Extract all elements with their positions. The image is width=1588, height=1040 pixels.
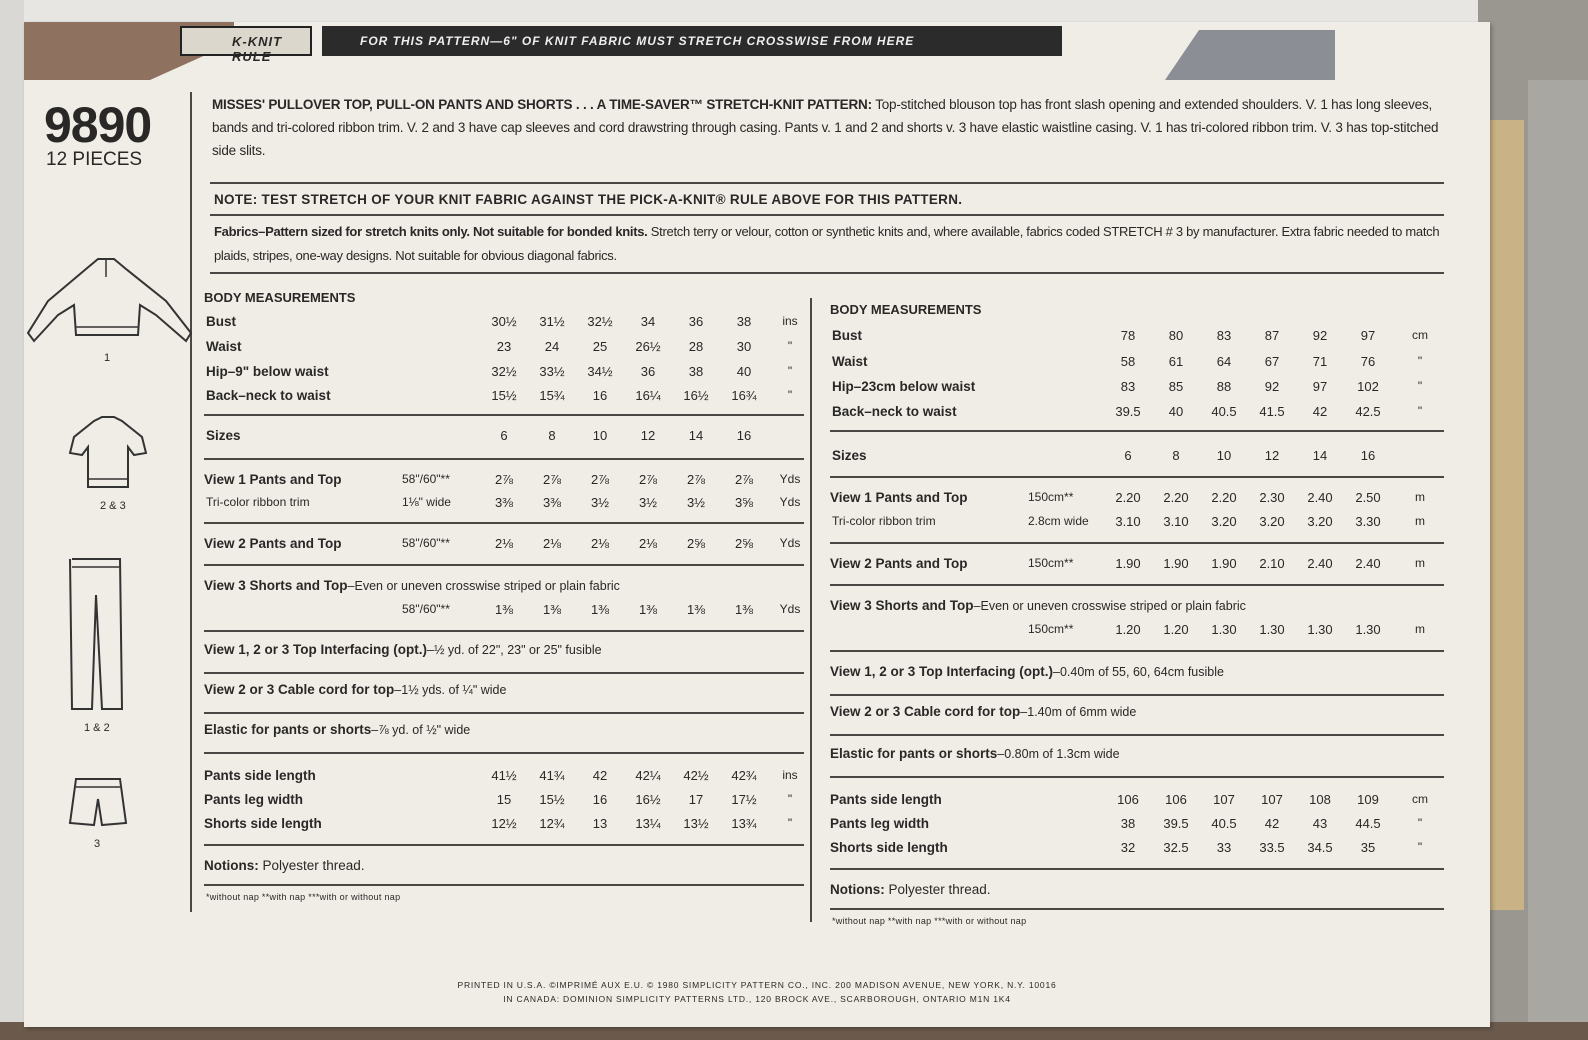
measurement-value: 40.5: [1211, 404, 1237, 419]
measurement-unit: ": [787, 339, 793, 353]
yardage-value: 1⅜: [686, 602, 706, 617]
cable-line: [830, 704, 1136, 719]
separator: [830, 650, 1444, 652]
sketch-caption-2-3: 2 & 3: [100, 500, 126, 512]
yardage-value: 2.20: [1211, 490, 1237, 505]
metric-panel: [830, 294, 1444, 954]
length-value: 17½: [731, 792, 757, 807]
measurement-value: 71: [1312, 354, 1328, 369]
yardage-value: 2⅛: [638, 536, 658, 551]
length-value: 33: [1216, 840, 1232, 855]
sketch-caption-1-2: 1 & 2: [84, 722, 110, 734]
measurement-value: 40: [1168, 404, 1184, 419]
measurement-value: 26½: [635, 339, 661, 354]
measurement-value: 38: [688, 364, 704, 379]
footnote: *without nap **with nap ***with or without nap: [206, 892, 401, 902]
length-unit: ins: [782, 768, 798, 782]
view3-line: [204, 578, 620, 593]
length-label: Pants side length: [204, 768, 316, 783]
measurement-value: 61: [1168, 354, 1184, 369]
left-border: [190, 92, 192, 912]
ribbon-value: 3.10: [1163, 514, 1189, 529]
divider: [210, 182, 1444, 184]
yardage-value: 1⅜: [734, 602, 754, 617]
separator: [830, 694, 1444, 696]
yardage-value: 1.30: [1259, 622, 1285, 637]
ribbon-value: 3⅜: [494, 495, 514, 510]
view1-fabric-width: 150cm**: [1028, 490, 1074, 504]
length-value: 15: [496, 792, 512, 807]
yardage-value: 1⅜: [494, 602, 514, 617]
ribbon-unit: m: [1415, 514, 1425, 528]
yardage-value: 2.10: [1259, 556, 1285, 571]
view3-fabric-width: 58"/60"**: [402, 602, 450, 616]
pattern-number: 9890: [44, 97, 152, 153]
size-value: 16: [736, 428, 752, 443]
separator: [204, 630, 804, 632]
measurement-value: 83: [1120, 379, 1136, 394]
yardage-value: 1⅜: [638, 602, 658, 617]
length-label: Pants side length: [830, 792, 942, 807]
size-value: 14: [688, 428, 704, 443]
measurement-value: 30: [736, 339, 752, 354]
length-value: 42: [592, 768, 608, 783]
divider: [210, 214, 1444, 216]
length-unit: ": [1417, 840, 1423, 854]
measurement-value: 15¾: [539, 388, 565, 403]
measurement-value: 38: [736, 314, 752, 329]
measurement-value: 23: [496, 339, 512, 354]
knit-rule-tag: K-KNIT RULE: [180, 26, 312, 56]
interfacing-line: [204, 642, 602, 657]
length-value: 43: [1312, 816, 1328, 831]
ribbon-trim-label: Tri-color ribbon trim: [832, 514, 936, 528]
elastic-line: [204, 722, 470, 737]
yardage-value: 2⅞: [590, 472, 610, 487]
measurement-value: 16¼: [635, 388, 661, 403]
length-value: 17: [688, 792, 704, 807]
view3-line: [830, 598, 1246, 613]
measurement-value: 32½: [491, 364, 517, 379]
measurement-unit: ins: [782, 314, 798, 328]
ribbon-value: 3⅝: [734, 495, 754, 510]
pullover-top-short-sleeve-icon: [66, 415, 150, 495]
separator: [204, 884, 804, 886]
length-value: 108: [1309, 792, 1331, 807]
ribbon-value: 3⅜: [542, 495, 562, 510]
yardage-value: 2⅝: [734, 536, 754, 551]
size-value: 10: [592, 428, 608, 443]
interfacing-label: View 1, 2 or 3 Top Interfacing (opt.): [204, 642, 428, 657]
length-unit: ": [787, 816, 793, 830]
view3-label: View 3 Shorts and Top: [830, 598, 974, 613]
yardage-value: 2⅛: [494, 536, 514, 551]
view3-fabric-width: 150cm**: [1028, 622, 1074, 636]
cable-text: –1½ yds. of ¼" wide: [394, 683, 507, 697]
length-value: 42: [1264, 816, 1280, 831]
measurement-value: 97: [1312, 379, 1328, 394]
length-value: 107: [1213, 792, 1235, 807]
yardage-value: 1.90: [1163, 556, 1189, 571]
separator: [830, 476, 1444, 478]
view1-label: View 1 Pants and Top: [204, 472, 342, 487]
footnote: *without nap **with nap ***with or without nap: [832, 916, 1027, 926]
length-value: 16: [592, 792, 608, 807]
size-value: 12: [640, 428, 656, 443]
length-unit: ": [1417, 816, 1423, 830]
separator: [830, 868, 1444, 870]
pattern-description: [212, 93, 1444, 162]
printed-line-2: IN CANADA: DOMINION SIMPLICITY PATTERNS LTD., 120 BROCK AVE., SCARBOROUGH, ONTARIO M1N 1K4: [503, 994, 1011, 1004]
separator: [204, 522, 804, 524]
measurement-value: 92: [1312, 328, 1328, 343]
yardage-value: 1.30: [1211, 622, 1237, 637]
notions-label: Notions:: [830, 882, 885, 897]
yardage-value: 1⅜: [542, 602, 562, 617]
length-label: Pants leg width: [204, 792, 304, 807]
length-value: 13¾: [731, 816, 757, 831]
length-value: 42¼: [635, 768, 661, 783]
yardage-value: 2⅞: [734, 472, 754, 487]
ribbon-value: 3½: [590, 495, 610, 510]
length-value: 34.5: [1307, 840, 1333, 855]
yardage-value: 2⅞: [686, 472, 706, 487]
length-value: 16½: [635, 792, 661, 807]
measurement-value: 42.5: [1355, 404, 1381, 419]
measurement-value: 36: [640, 364, 656, 379]
yardage-value: 2.40: [1307, 490, 1333, 505]
measurement-value: 36: [688, 314, 704, 329]
length-value: 107: [1261, 792, 1283, 807]
measurement-label: Bust: [832, 328, 862, 343]
yardage-value: 2⅛: [590, 536, 610, 551]
length-value: 33.5: [1259, 840, 1285, 855]
printed-line-1: PRINTED IN U.S.A. ©IMPRIMÉ AUX E.U. © 1980 SIMPLICITY PATTERN CO., INC. 200 MADISON AVENUE, NEW YORK, N.Y. 10016: [457, 980, 1057, 990]
measurement-unit: ": [787, 388, 793, 402]
interfacing-label: View 1, 2 or 3 Top Interfacing (opt.): [830, 664, 1054, 679]
length-value: 12¾: [539, 816, 565, 831]
yardage-value: 2⅞: [542, 472, 562, 487]
elastic-text: –⅞ yd. of ½" wide: [371, 723, 471, 737]
fabrics-description: [214, 220, 1446, 268]
separator: [204, 414, 804, 416]
yardage-value: 2⅛: [542, 536, 562, 551]
measurement-value: 41.5: [1259, 404, 1285, 419]
body-measurements-heading: BODY MEASUREMENTS: [830, 302, 982, 317]
measurement-value: 87: [1264, 328, 1280, 343]
yardage-value: 2.20: [1115, 490, 1141, 505]
separator: [830, 430, 1444, 432]
yardage-value: 2⅞: [494, 472, 514, 487]
length-value: 35: [1360, 840, 1376, 855]
length-value: 32.5: [1163, 840, 1189, 855]
pattern-envelope: [24, 22, 1490, 1027]
measurement-value: 33½: [539, 364, 565, 379]
view1-fabric-width: 58"/60"**: [402, 472, 450, 486]
yardage-unit: m: [1415, 622, 1425, 636]
length-value: 15½: [539, 792, 565, 807]
length-value: 44.5: [1355, 816, 1381, 831]
view3-description: –Even or uneven crosswise striped or plain fabric: [973, 599, 1246, 613]
cable-text: –1.40m of 6mm wide: [1020, 705, 1137, 719]
measurement-label: Bust: [206, 314, 236, 329]
length-value: 41¾: [539, 768, 565, 783]
length-value: 41½: [491, 768, 517, 783]
view2-label: View 2 Pants and Top: [204, 536, 342, 551]
notions-line: [830, 882, 991, 897]
yardage-value: 2.40: [1307, 556, 1333, 571]
ribbon-value: 3½: [686, 495, 706, 510]
measurement-label: Back–neck to waist: [832, 404, 957, 419]
view3-label: View 3 Shorts and Top: [204, 578, 348, 593]
sizes-label: Sizes: [206, 428, 241, 443]
cable-label: View 2 or 3 Cable cord for top: [204, 682, 395, 697]
ribbon-trim-width: 1⅛" wide: [402, 495, 451, 509]
measurement-label: Hip–9" below waist: [206, 364, 329, 379]
measurement-value: 80: [1168, 328, 1184, 343]
separator: [204, 752, 804, 754]
size-value: 14: [1312, 448, 1328, 463]
pattern-pieces: 12 PIECES: [46, 149, 143, 170]
measurement-unit: ": [1417, 379, 1423, 393]
separator: [204, 844, 804, 846]
cable-line: [204, 682, 506, 697]
description-lead: MISSES' PULLOVER TOP, PULL-ON PANTS AND SHORTS . . . A TIME-SAVER™ STRETCH-KNIT PATTERN:: [212, 97, 872, 112]
background-right: [1478, 0, 1588, 1040]
measurement-value: 92: [1264, 379, 1280, 394]
sketch-caption-3: 3: [94, 838, 101, 850]
length-value: 39.5: [1163, 816, 1189, 831]
separator: [830, 908, 1444, 910]
measurement-unit: cm: [1412, 328, 1428, 342]
length-unit: ": [787, 792, 793, 806]
ribbon-trim-label: Tri-color ribbon trim: [206, 495, 310, 509]
measurement-label: Waist: [206, 339, 242, 354]
measurement-value: 83: [1216, 328, 1232, 343]
measurement-value: 76: [1360, 354, 1376, 369]
size-value: 10: [1216, 448, 1232, 463]
yardage-value: 2.40: [1355, 556, 1381, 571]
ribbon-value: 3.10: [1115, 514, 1141, 529]
elastic-text: –0.80m of 1.3cm wide: [997, 747, 1120, 761]
pants-icon: [66, 555, 126, 715]
column-divider: [810, 298, 812, 922]
yardage-value: 1.20: [1163, 622, 1189, 637]
yardage-value: 2.20: [1163, 490, 1189, 505]
view2-fabric-width: 150cm**: [1028, 556, 1074, 570]
measurement-unit: ": [787, 364, 793, 378]
interfacing-text: –0.40m of 55, 60, 64cm fusible: [1053, 665, 1224, 679]
yardage-value: 1⅜: [590, 602, 610, 617]
yardage-value: 2.30: [1259, 490, 1285, 505]
sizes-label: Sizes: [832, 448, 867, 463]
notions-text: Polyester thread.: [258, 858, 365, 873]
separator: [830, 542, 1444, 544]
size-value: 6: [1124, 448, 1132, 463]
measurement-value: 32½: [587, 314, 613, 329]
separator: [204, 672, 804, 674]
measurement-unit: ": [1417, 404, 1423, 418]
length-label: Shorts side length: [830, 840, 948, 855]
shorts-icon: [68, 775, 128, 830]
measurement-value: 30½: [491, 314, 517, 329]
view2-fabric-width: 58"/60"**: [402, 536, 450, 550]
body-measurements-heading: BODY MEASUREMENTS: [204, 290, 356, 305]
measurement-value: 34: [640, 314, 656, 329]
length-unit: cm: [1412, 792, 1428, 806]
view3-description: –Even or uneven crosswise striped or plain fabric: [347, 579, 620, 593]
ribbon-value: 3.30: [1355, 514, 1381, 529]
measurement-value: 88: [1216, 379, 1232, 394]
measurement-value: 25: [592, 339, 608, 354]
yardage-unit: Yds: [779, 472, 801, 486]
imperial-panel: [204, 282, 804, 942]
length-value: 13¼: [635, 816, 661, 831]
measurement-value: 16: [592, 388, 608, 403]
measurement-value: 78: [1120, 328, 1136, 343]
knit-rule-banner: FOR THIS PATTERN—6" OF KNIT FABRIC MUST STRETCH CROSSWISE FROM HERE: [322, 26, 1062, 56]
yardage-unit: m: [1415, 490, 1425, 504]
ribbon-trim-width: 2.8cm wide: [1028, 514, 1089, 528]
separator: [830, 584, 1444, 586]
length-value: 12½: [491, 816, 517, 831]
size-value: 8: [548, 428, 556, 443]
measurement-value: 28: [688, 339, 704, 354]
length-value: 13½: [683, 816, 709, 831]
yardage-value: 2.50: [1355, 490, 1381, 505]
elastic-label: Elastic for pants or shorts: [204, 722, 372, 737]
measurement-value: 58: [1120, 354, 1136, 369]
yardage-value: 1.30: [1307, 622, 1333, 637]
measurement-value: 102: [1357, 379, 1379, 394]
yardage-value: 1.20: [1115, 622, 1141, 637]
measurement-label: Waist: [832, 354, 868, 369]
measurement-value: 24: [544, 339, 560, 354]
view1-label: View 1 Pants and Top: [830, 490, 968, 505]
measurement-value: 16¾: [731, 388, 757, 403]
yardage-value: 2⅝: [686, 536, 706, 551]
measurement-value: 85: [1168, 379, 1184, 394]
yardage-unit: m: [1415, 556, 1425, 570]
fabrics-lead: Fabrics–Pattern sized for stretch knits only. Not suitable for bonded knits.: [214, 224, 648, 239]
yardage-value: 1.30: [1355, 622, 1381, 637]
length-value: 13: [592, 816, 608, 831]
measurement-unit: ": [1417, 354, 1423, 368]
measurement-value: 34½: [587, 364, 613, 379]
fabrics-body: Stretch terry or velour, cotton or synthetic knits and, where available, fabrics coded STRETCH # 3 by manufacturer. Extra fabric needed to match plaids, stripes, one-way designs. Not suitable for obvious diagonal fabrics.: [214, 224, 1440, 263]
length-value: 42¾: [731, 768, 757, 783]
length-value: 42½: [683, 768, 709, 783]
length-value: 38: [1120, 816, 1136, 831]
measurement-value: 15½: [491, 388, 517, 403]
length-label: Shorts side length: [204, 816, 322, 831]
interfacing-text: –½ yd. of 22", 23" or 25" fusible: [427, 643, 602, 657]
sketch-caption-1: 1: [104, 352, 111, 364]
measurement-value: 40: [736, 364, 752, 379]
measurement-label: Hip–23cm below waist: [832, 379, 976, 394]
notions-line: [204, 858, 365, 873]
measurement-value: 31½: [539, 314, 565, 329]
measurement-value: 42: [1312, 404, 1328, 419]
length-value: 106: [1117, 792, 1139, 807]
divider: [210, 272, 1444, 274]
pullover-top-long-sleeve-icon: [26, 255, 196, 350]
separator: [204, 564, 804, 566]
separator: [830, 776, 1444, 778]
size-value: 6: [500, 428, 508, 443]
ribbon-value: 3.20: [1211, 514, 1237, 529]
size-value: 16: [1360, 448, 1376, 463]
measurement-value: 67: [1264, 354, 1280, 369]
size-value: 8: [1172, 448, 1180, 463]
ribbon-value: 3.20: [1259, 514, 1285, 529]
ribbon-value: 3.20: [1307, 514, 1333, 529]
yardage-unit: Yds: [779, 536, 801, 550]
yardage-value: 1.90: [1211, 556, 1237, 571]
view2-label: View 2 Pants and Top: [830, 556, 968, 571]
elastic-line: [830, 746, 1120, 761]
notions-text: Polyester thread.: [884, 882, 991, 897]
yardage-unit: Yds: [779, 602, 801, 616]
stretch-note: NOTE: TEST STRETCH OF YOUR KNIT FABRIC AGAINST THE PICK-A-KNIT® RULE ABOVE FOR THIS PATTERN.: [214, 192, 963, 207]
separator: [830, 734, 1444, 736]
separator: [204, 712, 804, 714]
length-value: 106: [1165, 792, 1187, 807]
interfacing-line: [830, 664, 1224, 679]
ribbon-unit: Yds: [779, 495, 801, 509]
elastic-label: Elastic for pants or shorts: [830, 746, 998, 761]
measurement-value: 16½: [683, 388, 709, 403]
cable-label: View 2 or 3 Cable cord for top: [830, 704, 1021, 719]
length-value: 109: [1357, 792, 1379, 807]
description-body: Top-stitched blouson top has front slash opening and extended shoulders. V. 1 has long sleeves, bands and tri-colored ribbon trim. V. 2 and 3 have cap sleeves and cord drawstring through casing. Pants v. 1 and 2 and shorts v. 3 have elastic waistline casing. V. 1 has tri-colored ribbon trim. V. 3 has top-stitched side slits.: [212, 97, 1439, 158]
length-value: 40.5: [1211, 816, 1237, 831]
yardage-value: 1.90: [1115, 556, 1141, 571]
length-value: 32: [1120, 840, 1136, 855]
measurement-value: 97: [1360, 328, 1376, 343]
measurement-label: Back–neck to waist: [206, 388, 331, 403]
yardage-value: 2⅞: [638, 472, 658, 487]
ribbon-value: 3½: [638, 495, 658, 510]
separator: [204, 458, 804, 460]
size-value: 12: [1264, 448, 1280, 463]
background-left: [0, 0, 24, 1040]
length-label: Pants leg width: [830, 816, 930, 831]
measurement-value: 39.5: [1115, 404, 1141, 419]
notions-label: Notions:: [204, 858, 259, 873]
measurement-value: 64: [1216, 354, 1232, 369]
